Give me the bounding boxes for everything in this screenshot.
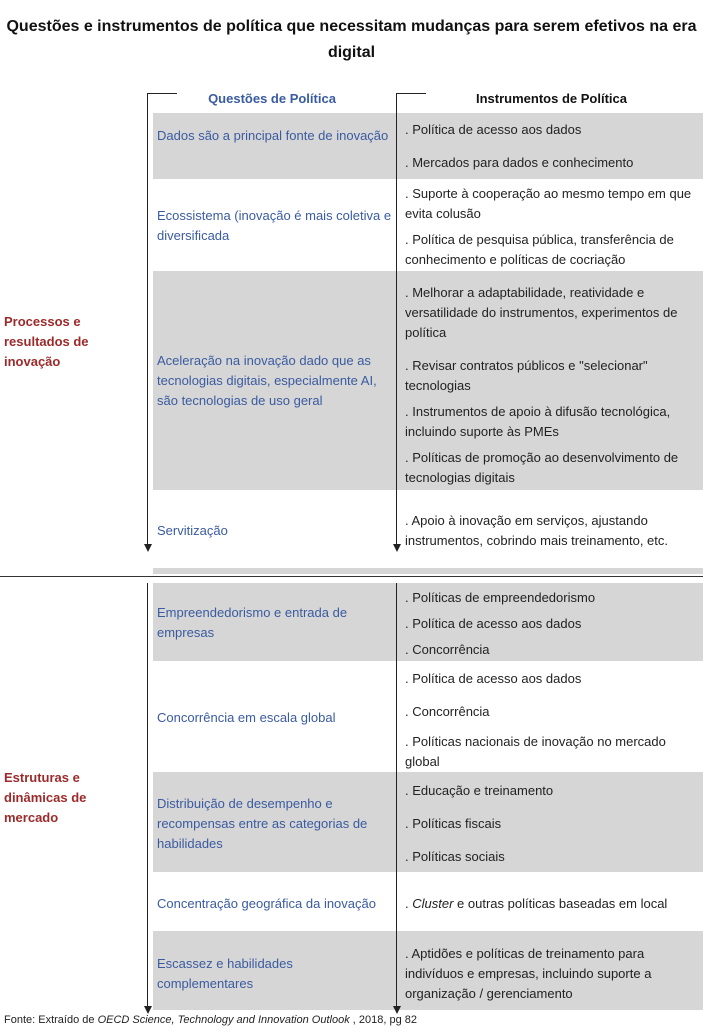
- policy-question: Concorrência em escala global: [157, 710, 336, 725]
- category-label: Estruturas e dinâmicas de mercado: [4, 770, 87, 825]
- policy-instrument: . Mercados para dados e conhecimento: [405, 155, 634, 170]
- policy-instrument: . Políticas fiscais: [405, 816, 502, 831]
- policy-question: Escassez e habilidades complementares: [157, 956, 293, 991]
- bracket-top-questions: [147, 93, 177, 94]
- policy-instrument: . Suporte à cooperação ao mesmo tempo em que evita colusão: [405, 186, 692, 221]
- cluster-term: Cluster: [412, 896, 454, 911]
- questions-column-header: Questões de Política: [208, 91, 336, 106]
- policy-instrument: . Políticas sociais: [405, 849, 505, 864]
- arrow-down-icon: [144, 544, 152, 552]
- policy-question: Empreendedorismo e entrada de empresas: [157, 605, 348, 640]
- policy-instrument: . Concorrência: [405, 704, 490, 719]
- policy-instrument: . Melhorar a adaptabilidade, reatividade e versatilidade do instrumentos, experimentos de política: [405, 285, 678, 340]
- policy-instrument: . Apoio à inovação em serviços, ajustando instrumentos, cobrindo mais treinamento, etc.: [405, 513, 669, 548]
- policy-instrument: . Educação e treinamento: [405, 783, 554, 798]
- policy-instrument: . Aptidões e políticas de treinamento para indivíduos e empresas, incluindo suporte a organização / gerenciamento: [405, 946, 652, 1001]
- policy-instrument: . Concorrência: [405, 642, 490, 657]
- category-label: Processos e resultados de inovação: [4, 314, 89, 369]
- source-suffix: , 2018, pg 82: [349, 1014, 417, 1026]
- policy-instrument: . Instrumentos de apoio à difusão tecnológica, incluindo suporte às PMEs: [405, 404, 671, 439]
- arrow-down-icon: [393, 544, 401, 552]
- policy-instrument: [405, 894, 700, 914]
- policy-instrument: . Política de acesso aos dados: [405, 122, 582, 137]
- policy-question: Dados são a principal fonte de inovação: [157, 128, 389, 143]
- bracket-line-instruments: [396, 583, 397, 1008]
- policy-instrument: . Políticas de promoção ao desenvolvimento de tecnologias digitais: [405, 450, 679, 485]
- instrument-bullet: .: [405, 896, 413, 911]
- instruments-column-header: Instrumentos de Política: [476, 91, 627, 106]
- policy-question: Distribuição de desempenho e recompensas entre as categorias de habilidades: [157, 796, 368, 851]
- policy-instrument: . Políticas nacionais de inovação no mercado global: [405, 734, 666, 769]
- bracket-line-instruments: [396, 93, 397, 545]
- instrument-text: e outras políticas baseadas em local: [453, 896, 668, 911]
- policy-question: Concentração geográfica da inovação: [157, 896, 376, 911]
- arrow-down-icon: [393, 1006, 401, 1014]
- row-band: [153, 568, 703, 574]
- section-divider: [0, 576, 703, 577]
- policy-instrument: . Revisar contratos públicos e "selecionar" tecnologias: [405, 358, 648, 393]
- source-work: OECD Science, Technology and Innovation Outlook: [97, 1014, 350, 1026]
- source-note: [4, 1014, 417, 1026]
- policy-instrument: . Política de acesso aos dados: [405, 671, 582, 686]
- policy-instrument: . Política de acesso aos dados: [405, 616, 582, 631]
- arrow-down-icon: [144, 1006, 152, 1014]
- policy-instrument: . Política de pesquisa pública, transferência de conhecimento e políticas de cocriação: [405, 232, 674, 267]
- policy-question: Servitização: [157, 523, 228, 538]
- bracket-line-questions: [147, 93, 148, 545]
- source-prefix: Fonte: Extraído de: [4, 1014, 98, 1026]
- policy-question: Ecossistema (inovação é mais coletiva e diversificada: [157, 208, 392, 243]
- bracket-line-questions: [147, 583, 148, 1008]
- policy-instrument: . Políticas de empreendedorismo: [405, 590, 596, 605]
- bracket-top-instruments: [396, 93, 426, 94]
- policy-question: Aceleração na inovação dado que as tecnologias digitais, especialmente AI, são tecnologias de uso geral: [157, 353, 377, 408]
- page-title: Questões e instrumentos de política que necessitam mudanças para serem efetivos na era digital: [6, 18, 697, 61]
